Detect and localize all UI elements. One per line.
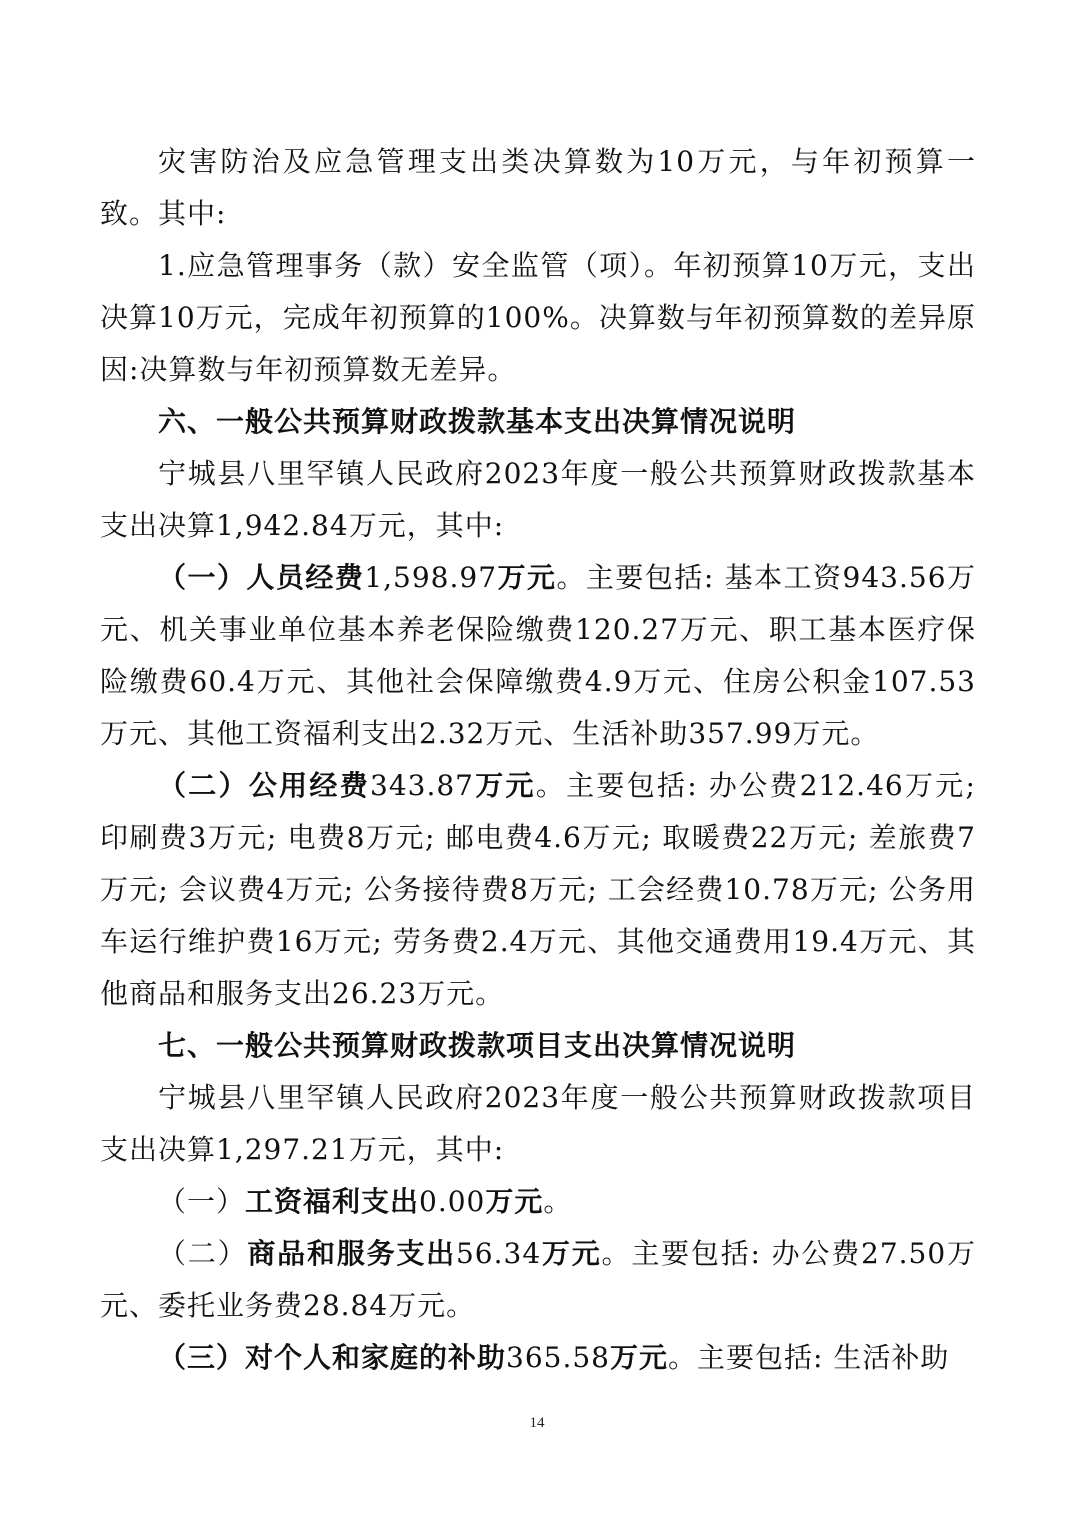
- personnel-expenses-detail: 。主要包括: 基本工资943.56万元、机关事业单位基本养老保险缴费120.27万元、职工基本医疗保险缴费60.4万元、其他社会保障缴费4.9万元、住房公积金107.53万元、其他工资福利支出2.32万元、生活补助357.99万元。: [100, 561, 976, 750]
- public-expenses-label: （二）公用经费: [158, 769, 370, 802]
- wage-welfare-detail: 。: [543, 1185, 573, 1218]
- wage-welfare-prefix: （一）: [158, 1185, 246, 1218]
- paragraph-project-expenditure: 宁城县八里罕镇人民政府2023年度一般公共预算财政拨款项目支出决算1,297.21万元，其中:: [100, 1081, 976, 1166]
- public-expenses-detail: 。主要包括: 办公费212.46万元; 印刷费3万元; 电费8万元; 邮电费4.6万元; 取暖费22万元; 差旅费7万元; 会议费4万元; 公务接待费8万元; 工会经费10.78万元; 公务用车运行维护费16万元; 劳务费2.4万元、其他交通费用19.4万元、其他商品和服务支出26.23万元。: [100, 769, 976, 1010]
- wage-welfare-unit: 万元: [485, 1185, 544, 1218]
- paragraph-goods-services: [100, 1228, 976, 1332]
- section-heading-7: 七、一般公共预算财政拨款项目支出决算情况说明: [158, 1029, 797, 1062]
- household-subsidy-detail: 。主要包括: 生活补助: [668, 1341, 950, 1374]
- paragraph-public-expenses: [100, 760, 976, 1020]
- page-content: [100, 136, 976, 1384]
- wage-welfare-label: 工资福利支出: [245, 1185, 420, 1218]
- household-subsidy-label: （三）对个人和家庭的补助: [158, 1341, 507, 1374]
- goods-services-prefix: （二）: [158, 1237, 248, 1270]
- section-heading-6: 六、一般公共预算财政拨款基本支出决算情况说明: [158, 405, 797, 438]
- paragraph-personnel-expenses: [100, 552, 976, 760]
- goods-services-amount: 56.34: [455, 1237, 542, 1270]
- personnel-expenses-label: （一）人员经费: [158, 561, 365, 594]
- paragraph-basic-expenditure: 宁城县八里罕镇人民政府2023年度一般公共预算财政拨款基本支出决算1,942.84万元，其中:: [100, 457, 976, 542]
- personnel-expenses-unit: 万元: [497, 561, 557, 594]
- goods-services-detail: 。主要包括: 办公费27.50万元、委托业务费28.84万元。: [100, 1237, 976, 1322]
- goods-services-unit: 万元: [541, 1237, 602, 1270]
- paragraph-emergency-management: 1.应急管理事务（款）安全监管（项）。年初预算10万元，支出决算10万元，完成年初预算的100%。决算数与年初预算数的差异原因:决算数与年初预算数无差异。: [100, 249, 976, 386]
- wage-welfare-amount: 0.00: [419, 1185, 486, 1218]
- public-expenses-unit: 万元: [473, 769, 536, 802]
- personnel-expenses-amount: 1,598.97: [364, 561, 498, 594]
- paragraph-disaster-prevention: 灾害防治及应急管理支出类决算数为10万元，与年初预算一致。其中:: [100, 145, 976, 230]
- goods-services-label: 商品和服务支出: [247, 1237, 456, 1270]
- public-expenses-amount: 343.87: [370, 769, 474, 802]
- page-number: 14: [529, 1415, 545, 1431]
- paragraph-household-subsidy: [100, 1332, 976, 1384]
- household-subsidy-amount: 365.58: [506, 1341, 610, 1374]
- household-subsidy-unit: 万元: [610, 1341, 669, 1374]
- paragraph-wage-welfare: [100, 1176, 976, 1228]
